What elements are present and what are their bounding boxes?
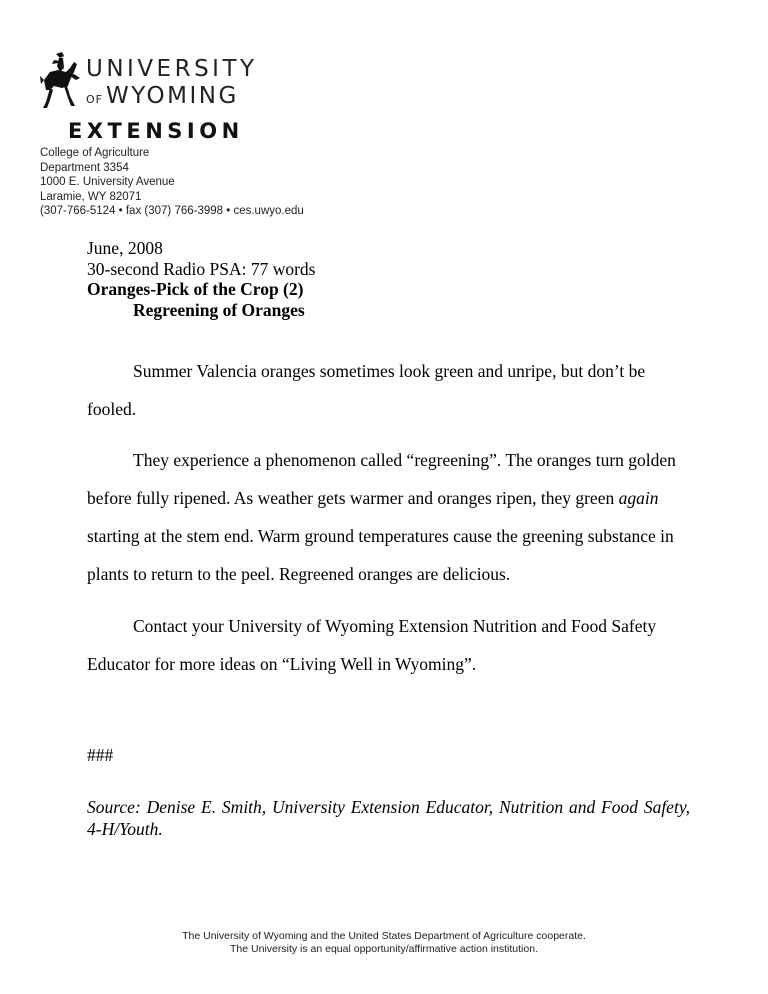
source-credit: Source: Denise E. Smith, University Extension Educator, Nutrition and Food Safety, 4-H/Youth. [87,797,690,839]
footer-line1: The University of Wyoming and the United States Department of Agriculture cooperate. [182,930,586,942]
address-line: College of Agriculture [40,147,150,159]
psa-title: Oranges-Pick of the Crop (2) [87,279,304,299]
paragraph-2-part-b: starting at the stem end. Warm ground temperatures cause the greening substance in plants to return to the peel. Regreened oranges are delicious. [87,526,674,584]
psa-subtitle: Regreening of Oranges [133,299,305,320]
address-line: Laramie, WY 82071 [40,190,142,203]
address-line: Department 3354 [40,161,129,174]
footer [0,930,768,956]
psa-header [87,238,315,320]
address-line: 1000 E. University Avenue [40,176,175,188]
end-mark: ### [87,745,114,765]
address-block [40,146,304,219]
bucking-horse-rider-icon [40,52,80,108]
paragraph-3: Contact your University of Wyoming Extension Nutrition and Food Safety Educator for more ideas on “Living Well in Wyoming”. [87,616,657,674]
psa-length: 30-second Radio PSA: 77 words [87,258,316,279]
logo-line2: WYOMING [106,83,239,109]
logo-line2-prefix: OF [86,93,103,106]
psa-body [87,352,692,696]
logo-line3: EXTENSION [68,119,244,142]
paragraph-2-part-a: They experience a phenomenon called “regreening”. The oranges turn golden before fully ripened. As weather gets warmer and oranges ripen, they green [87,450,676,508]
psa-date: June, 2008 [87,238,163,258]
paragraph-2-emphasis: again [618,488,659,508]
university-logo [40,50,260,142]
paragraph-2 [87,441,692,593]
footer-line2: The University is an equal opportunity/affirmative action institution. [230,943,538,955]
logo-line1: UNIVERSITY [86,56,258,82]
address-line: (307-766-5124 • fax (307) 766-3998 • ces.uwyo.edu [40,205,304,217]
paragraph-1: Summer Valencia oranges sometimes look green and unripe, but don’t be fooled. [87,361,646,419]
